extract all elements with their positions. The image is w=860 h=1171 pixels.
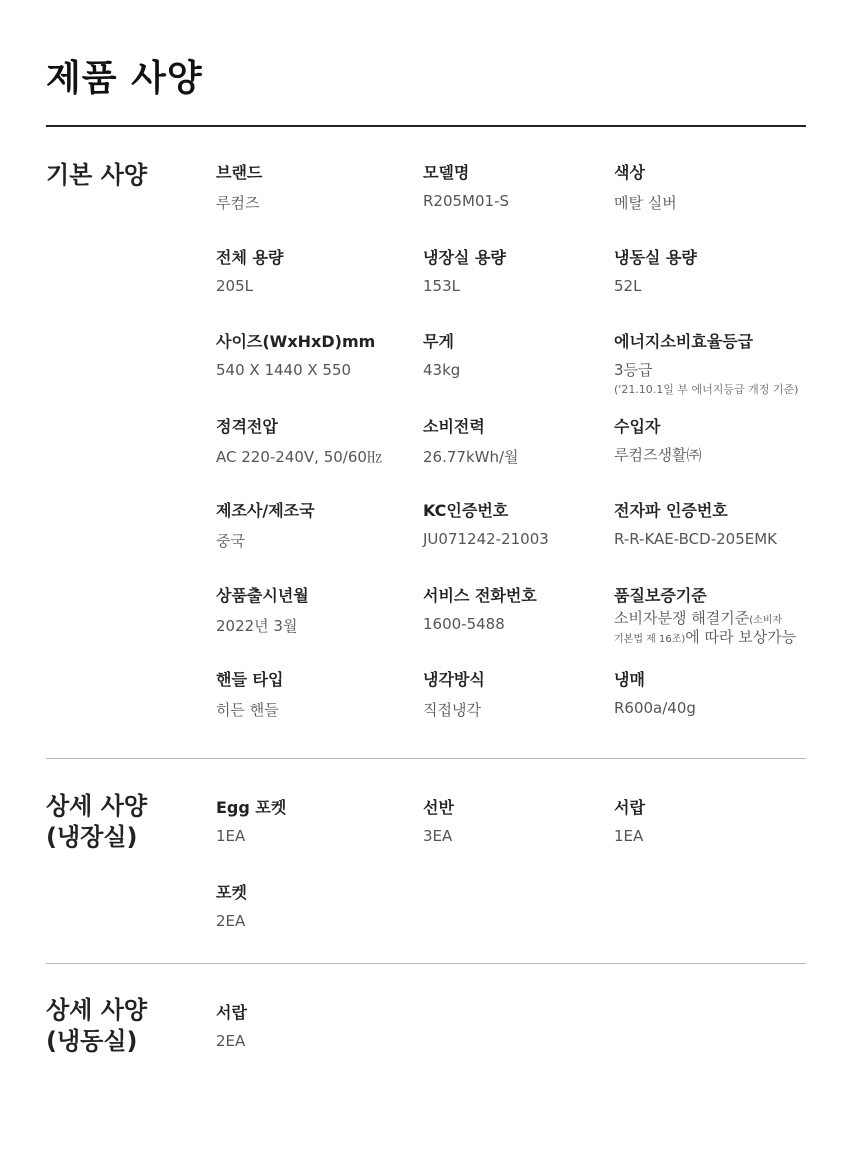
- spec-label: 에너지소비효율등급: [614, 332, 754, 351]
- spec-row: [216, 498, 816, 583]
- spec-label: 냉매: [614, 670, 645, 689]
- spec-label: 냉각방식: [423, 670, 485, 689]
- spec-label: 상품출시년월: [216, 585, 309, 605]
- spec-label: 사이즈(WxHxD)mm: [216, 332, 376, 351]
- spec-label: 핸들 타입: [216, 670, 284, 689]
- spec-label: 모델명: [423, 163, 470, 182]
- spec-value: 2EA: [216, 1032, 246, 1050]
- spec-row: [216, 583, 816, 668]
- spec-value: 205L: [216, 276, 253, 295]
- spec-label: Egg 포켓: [216, 798, 287, 817]
- spec-row: [216, 414, 816, 499]
- spec-row: [216, 160, 816, 245]
- spec-row: [216, 1000, 816, 1085]
- section-heading-basic: 기본 사양: [46, 161, 148, 189]
- spec-value: 3EA: [423, 827, 453, 845]
- spec-label: 무게: [423, 332, 454, 351]
- page-title: 제품 사양: [46, 58, 203, 99]
- spec-value: 3등급: [614, 361, 653, 379]
- freezer-spec-grid: [216, 1000, 816, 1085]
- spec-label: 전체 용량: [216, 247, 284, 267]
- spec-value: 1600-5488: [423, 614, 505, 633]
- spec-value: 루컴즈: [216, 194, 260, 212]
- spec-label: 냉동실 용량: [614, 247, 697, 267]
- spec-item: [614, 329, 814, 414]
- spec-label: 정격전압: [216, 416, 278, 436]
- spec-value: 소비자분쟁 해결기준(소비자 기본법 제 16조)에 따라 보상가능: [614, 608, 797, 646]
- spec-row: [216, 795, 816, 880]
- spec-value: 루컴즈생활㈜: [614, 445, 702, 464]
- section-divider: [46, 963, 806, 964]
- spec-label: 서랍: [216, 1003, 247, 1022]
- spec-value: 1EA: [614, 827, 644, 845]
- spec-label: KC인증번호: [423, 501, 509, 520]
- spec-item: [423, 667, 614, 752]
- spec-item: [216, 1000, 423, 1085]
- spec-item: [216, 667, 423, 752]
- spec-item: [423, 498, 614, 583]
- spec-label: 선반: [423, 798, 454, 817]
- basic-spec-grid: [216, 160, 816, 752]
- spec-item: [614, 795, 814, 880]
- spec-item: [614, 667, 814, 752]
- spec-label: 품질보증기준: [614, 585, 707, 605]
- spec-value: JU071242-21003: [423, 530, 549, 548]
- spec-value: 히든 핸들: [216, 701, 279, 719]
- spec-value: 540 X 1440 X 550: [216, 361, 352, 379]
- spec-item: [216, 245, 423, 330]
- spec-value: 153L: [423, 276, 460, 295]
- spec-value: 1EA: [216, 827, 246, 845]
- spec-item: [614, 583, 814, 668]
- spec-label: 브랜드: [216, 163, 263, 182]
- spec-label: 소비전력: [423, 416, 485, 436]
- spec-label: 색상: [614, 163, 645, 182]
- spec-item: [423, 795, 614, 880]
- spec-value: R600a/40g: [614, 699, 696, 717]
- spec-item: [423, 583, 614, 668]
- spec-value: 중국: [216, 532, 245, 550]
- spec-item: [216, 329, 423, 414]
- spec-row: [216, 880, 816, 965]
- spec-item: [614, 498, 814, 583]
- spec-row: [216, 245, 816, 330]
- spec-value: 2022년 3월: [216, 616, 298, 635]
- spec-label: 수입자: [614, 416, 661, 436]
- spec-item: [423, 160, 614, 245]
- spec-item: [614, 414, 814, 499]
- spec-item: [216, 583, 423, 668]
- section-divider: [46, 758, 806, 759]
- spec-label: 서비스 전화번호: [423, 585, 537, 605]
- spec-value: 메탈 실버: [614, 194, 677, 212]
- spec-item: [423, 245, 614, 330]
- section-heading-freezer: 상세 사양 (냉동실): [46, 996, 148, 1055]
- spec-row: [216, 667, 816, 752]
- spec-item: [216, 880, 423, 965]
- spec-label: 제조사/제조국: [216, 501, 315, 520]
- spec-value: 43kg: [423, 361, 461, 379]
- fridge-spec-grid: [216, 795, 816, 964]
- title-divider: [46, 125, 806, 127]
- spec-item: [614, 160, 814, 245]
- spec-value: R-R-KAE-BCD-205EMK: [614, 530, 777, 548]
- spec-item: [216, 795, 423, 880]
- spec-item: [423, 329, 614, 414]
- spec-value: 52L: [614, 276, 642, 295]
- spec-item: [423, 414, 614, 499]
- spec-value: AC 220-240V, 50/60㎐: [216, 447, 382, 466]
- spec-label: 서랍: [614, 798, 645, 817]
- spec-item: [216, 160, 423, 245]
- spec-label: 냉장실 용량: [423, 247, 506, 267]
- spec-row: [216, 329, 816, 414]
- spec-item: [614, 245, 814, 330]
- section-heading-fridge: 상세 사양 (냉장실): [46, 792, 148, 851]
- spec-value: 26.77kWh/월: [423, 447, 519, 466]
- spec-value: 직접냉각: [423, 701, 481, 719]
- spec-value: 2EA: [216, 911, 246, 930]
- spec-item: [216, 414, 423, 499]
- spec-item: [216, 498, 423, 583]
- spec-note: ('21.10.1일 부 에너지등급 개정 기준): [614, 383, 799, 396]
- spec-value: R205M01-S: [423, 192, 510, 210]
- spec-label: 전자파 인증번호: [614, 501, 728, 520]
- spec-label: 포켓: [216, 882, 247, 902]
